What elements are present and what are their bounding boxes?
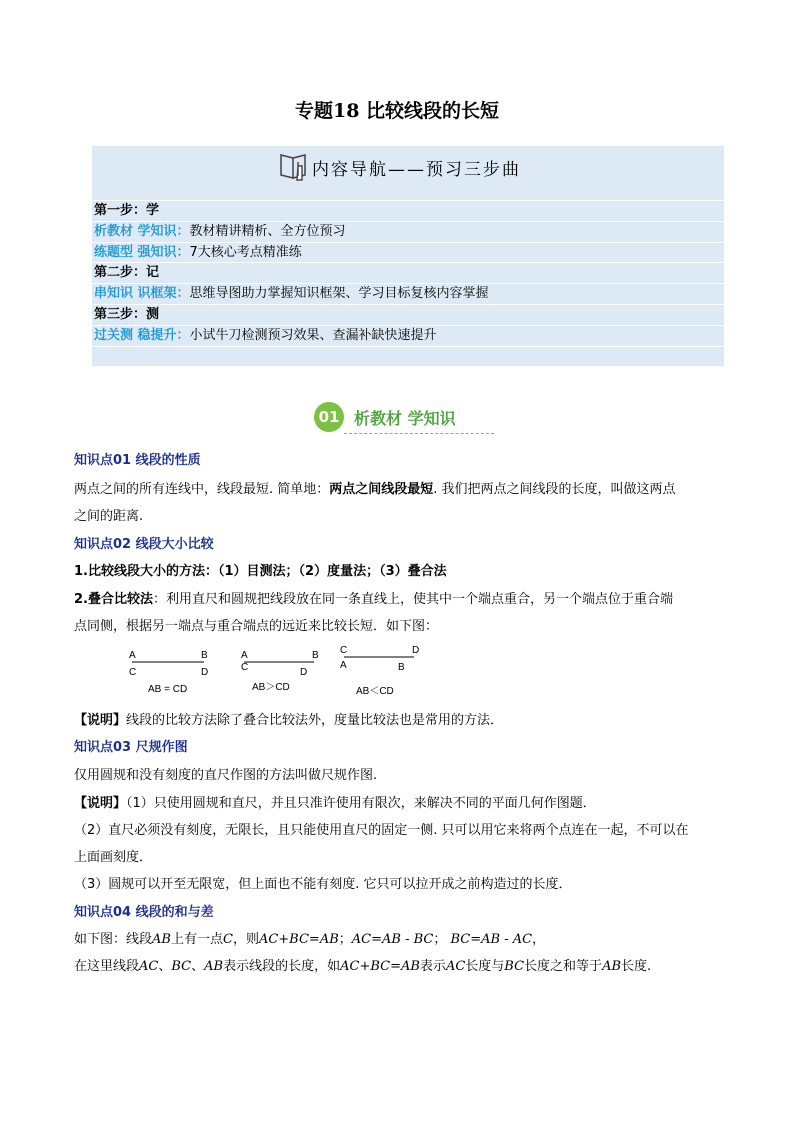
content-navigation-box	[92, 146, 724, 366]
fig2-label-b: B	[312, 650, 319, 661]
kp1-paragraph-line1: 两点之间的所有连线中，线段最短. 简单地：两点之间线段最短. 我们把两点之间线段的长度，叫做这两点	[74, 482, 676, 497]
fig3-label-d: D	[412, 645, 420, 656]
nav-row-learn: 析教材 学知识：教材精讲精析、全方位预习	[92, 221, 724, 242]
nav-rows	[92, 200, 724, 366]
fig1-label-d: D	[201, 667, 209, 678]
kp2-note: 【说明】线段的比较方法除了叠合比较法外，度量比较法也是常用的方法．	[74, 713, 504, 728]
nav-row-test: 过关测 稳提升：小试牛刀检测预习效果、查漏补缺快速提升	[92, 325, 724, 346]
kp3-definition: 仅用圆规和没有刻度的直尺作图的方法叫做尺规作图.	[74, 768, 378, 783]
fig3-label-a: A	[340, 660, 347, 671]
nav-row-step1: 第一步：学	[92, 200, 724, 221]
kp2-overlay-line2: 点同侧，根据另一端点与重合端点的远近来比较长短．如下图：	[74, 619, 439, 634]
kp3-note-2b: 上面画刻度．	[74, 850, 153, 865]
nav-row-practice: 练题型 强知识：7大核心考点精准练	[92, 242, 724, 263]
kp1-paragraph-line2: 之间的距离.	[74, 509, 144, 524]
section-underline	[344, 433, 494, 434]
segment-comparison-figure	[118, 640, 438, 700]
fig2-label-d: D	[300, 667, 308, 678]
kp4-line2: 在这里线段AC、BC、AB表示线段的长度，如AC+BC=AB表示AC长度与BC长度之和等于AB长度.	[74, 959, 652, 974]
section-title: 析教材 学知识	[354, 409, 456, 428]
nav-header	[92, 146, 724, 188]
fig3-caption: AB＜CD	[356, 686, 394, 697]
kp1-heading: 知识点01 线段的性质	[74, 453, 201, 468]
kp3-note-3: （3）圆规可以开至无限宽，但上面也不能有刻度. 它只可以拉开成之前构造过的长度．	[74, 877, 572, 892]
kp3-note-1: 【说明】（1）只使用圆规和直尺，并且只准许使用有限次，来解决不同的平面几何作图题．	[74, 796, 596, 811]
fig2-caption: AB＞CD	[252, 682, 290, 693]
kp4-line1: 如下图：线段AB上有一点C，则AC+BC=AB；AC=AB - BC； BC=AB - AC，	[74, 932, 546, 947]
book-pointer-icon	[278, 150, 312, 182]
kp2-methods: 1.比较线段大小的方法：（1）目测法；（2）度量法；（3）叠合法	[74, 564, 447, 579]
kp3-heading: 知识点03 尺规作图	[74, 740, 188, 755]
fig2-label-c: C	[241, 662, 249, 673]
page-title: 专题18 比较线段的长短	[294, 100, 500, 122]
kp3-note-2: （2）直尺必须没有刻度，无限长，且只能使用直尺的固定一侧. 只可以用它来将两个点连在一起，不可以在	[74, 823, 689, 838]
nav-row-step2: 第二步：记	[92, 262, 724, 283]
nav-row-empty	[92, 346, 724, 367]
fig3-label-b: B	[398, 662, 405, 673]
fig2-label-a: A	[241, 650, 248, 661]
kp2-overlay-line1: 2.叠合比较法：利用直尺和圆规把线段放在同一条直线上，使其中一个端点重合，另一个端点位于重合端	[74, 592, 673, 607]
nav-title: 内容导航——预习三步曲	[312, 160, 521, 180]
kp2-heading: 知识点02 线段大小比较	[74, 537, 214, 552]
fig3-label-c: C	[340, 645, 348, 656]
fig1-caption: AB = CD	[148, 684, 188, 695]
fig1-label-a: A	[129, 650, 136, 661]
fig1-label-c: C	[129, 667, 137, 678]
nav-row-framework: 串知识 识框架：思维导图助力掌握知识框架、学习目标复核内容掌握	[92, 283, 724, 304]
kp4-heading: 知识点04 线段的和与差	[74, 905, 214, 920]
section-number: 01	[314, 402, 344, 432]
fig1-label-b: B	[201, 650, 208, 661]
nav-row-step3: 第三步：测	[92, 304, 724, 325]
